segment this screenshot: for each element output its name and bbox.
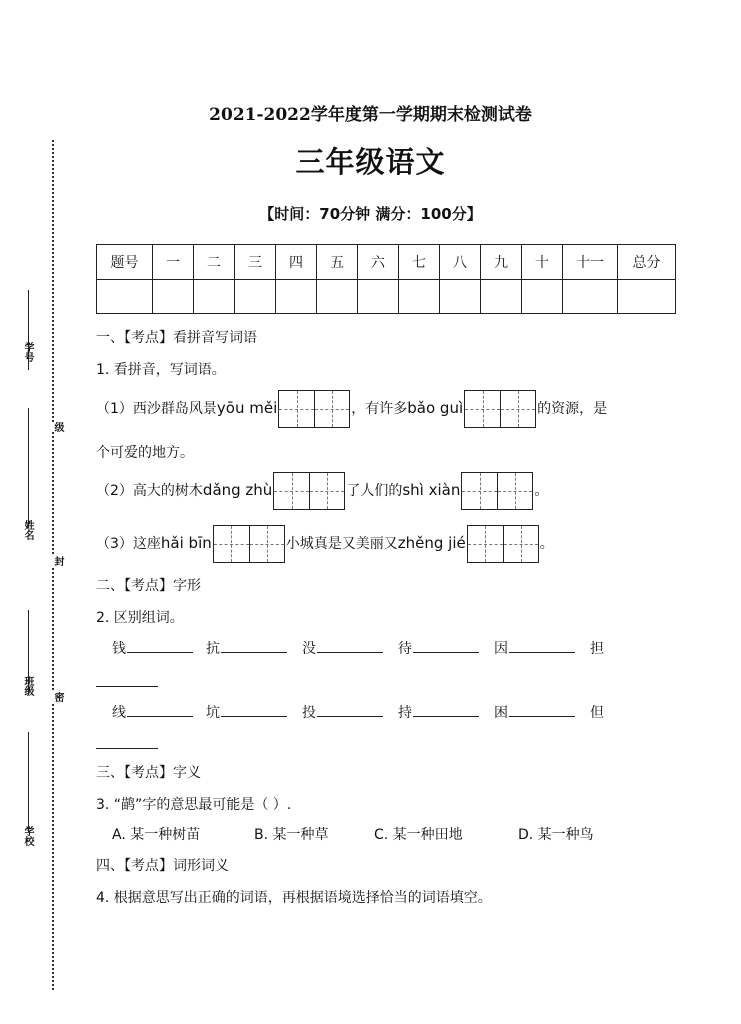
pinyin-zheng-jie: zhěng jié — [397, 534, 466, 552]
question-2: 2. 区别组词。 — [96, 610, 184, 626]
seal-char-mi: 密 — [52, 692, 63, 702]
pinyin-you-mei: yōu měi — [216, 399, 278, 417]
score-cell[interactable] — [276, 279, 317, 314]
question-4: 4. 根据意思写出正确的词语，再根据语境选择恰当的词语填空。 — [96, 890, 492, 906]
score-cell[interactable] — [153, 279, 194, 314]
score-header-cell: 五 — [317, 245, 358, 280]
answer-blank[interactable] — [317, 638, 383, 653]
score-cell[interactable] — [97, 279, 153, 314]
answer-grid[interactable] — [464, 390, 536, 428]
q2-row-1: 钱 抗 没 待 因 担 — [112, 638, 604, 659]
section-4-heading: 四、【考点】词形词义 — [96, 858, 229, 874]
answer-grid[interactable] — [467, 525, 539, 563]
question-1: 1. 看拼音，写词语。 — [96, 362, 226, 378]
option-b[interactable]: B. 某一种草 — [254, 827, 329, 843]
answer-blank[interactable] — [221, 702, 287, 717]
score-cell[interactable] — [481, 279, 522, 314]
score-cell[interactable] — [618, 279, 676, 314]
answer-blank[interactable] — [127, 638, 193, 653]
score-header-cell: 四 — [276, 245, 317, 280]
score-header-cell: 六 — [358, 245, 399, 280]
answer-blank[interactable] — [221, 638, 287, 653]
school-line — [28, 732, 29, 832]
option-a[interactable]: A. 某一种树苗 — [112, 827, 201, 843]
section-1-heading: 一、【考点】看拼音写词语 — [96, 330, 257, 346]
pinyin-hai-bin: hǎi bīn — [160, 534, 212, 552]
score-cell[interactable] — [235, 279, 276, 314]
class-label: 班级 — [22, 676, 33, 696]
answer-blank[interactable] — [413, 638, 479, 653]
option-d[interactable]: D. 某一种鸟 — [518, 827, 594, 843]
q3-options — [112, 825, 594, 845]
score-table — [96, 244, 676, 314]
seal-char-feng: 封 — [52, 556, 63, 566]
score-header-cell: 八 — [440, 245, 481, 280]
answer-grid[interactable] — [273, 472, 345, 510]
answer-blank[interactable] — [413, 702, 479, 717]
answer-blank[interactable] — [509, 638, 575, 653]
score-header-cell: 七 — [399, 245, 440, 280]
exam-title: 2021-2022学年度第一学期期末检测试卷 — [209, 105, 532, 125]
answer-blank[interactable] — [127, 702, 193, 717]
answer-blank[interactable] — [96, 686, 158, 687]
question-3: 3. “鹋”字的意思最可能是（ ）. — [96, 797, 292, 813]
subject-title: 三年级语文 — [295, 145, 446, 179]
score-table-score-row — [97, 279, 676, 314]
answer-grid[interactable] — [278, 390, 350, 428]
score-cell[interactable] — [522, 279, 563, 314]
q1-item-2: （2）高大的树木dǎng zhù 了人们的shì xiàn 。 — [96, 470, 548, 511]
section-3-heading: 三、【考点】字义 — [96, 765, 201, 781]
q1-item-1: （1）西沙群岛风景yōu měi ，有许多bǎo guì 的资源，是 — [96, 388, 607, 429]
name-line — [28, 408, 29, 528]
seal-char-ji: 级 — [52, 422, 63, 432]
score-table-header-row — [97, 245, 676, 280]
answer-blank[interactable] — [509, 702, 575, 717]
score-header-cell: 总分 — [618, 245, 676, 280]
answer-blank[interactable] — [317, 702, 383, 717]
score-cell[interactable] — [194, 279, 235, 314]
student-id-label: 学号 — [22, 342, 33, 362]
score-cell[interactable] — [440, 279, 481, 314]
score-header-cell: 十 — [522, 245, 563, 280]
pinyin-dang-zhu: dǎng zhù — [202, 481, 273, 499]
score-header-cell: 九 — [481, 245, 522, 280]
q2-row-2: 线 坑 投 持 困 但 — [112, 702, 604, 723]
score-cell[interactable] — [563, 279, 618, 314]
q1-item-1-continued: 个可爱的地方。 — [96, 445, 194, 461]
answer-blank[interactable] — [96, 748, 158, 749]
score-header-cell: 一 — [153, 245, 194, 280]
score-cell[interactable] — [358, 279, 399, 314]
score-cell[interactable] — [399, 279, 440, 314]
answer-grid[interactable] — [213, 525, 285, 563]
school-label: 学校 — [22, 826, 33, 846]
exam-info: 【时间：70分钟 满分：100分】 — [259, 205, 482, 223]
score-header-cell: 三 — [235, 245, 276, 280]
q1-item-3: （3）这座hǎi bīn 小城真是又美丽又zhěng jié 。 — [96, 523, 554, 564]
option-c[interactable]: C. 某一种田地 — [374, 827, 463, 843]
score-header-cell: 二 — [194, 245, 235, 280]
pinyin-bao-gui: bǎo guì — [407, 399, 464, 417]
name-label: 姓名 — [22, 520, 33, 540]
score-header-cell: 题号 — [97, 245, 153, 280]
score-cell[interactable] — [317, 279, 358, 314]
section-2-heading: 二、【考点】字形 — [96, 578, 201, 594]
pinyin-shi-xian: shì xiàn — [402, 481, 461, 499]
answer-grid[interactable] — [461, 472, 533, 510]
score-header-cell: 十一 — [563, 245, 618, 280]
